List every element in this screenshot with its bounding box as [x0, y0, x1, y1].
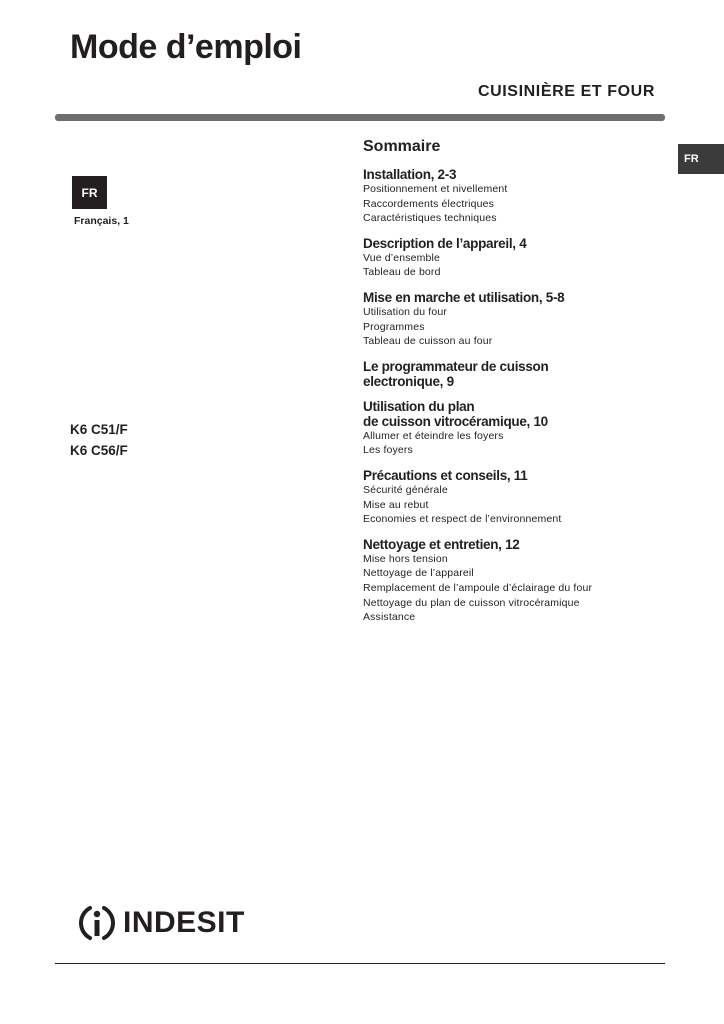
toc-section-title: Installation, 2-3: [363, 167, 457, 182]
toc-item: Caractéristiques techniques: [363, 212, 497, 225]
toc-item: Remplacement de l’ampoule d’éclairage du four: [363, 581, 593, 594]
language-badge: FR: [72, 176, 107, 209]
toc-item: Assistance: [363, 611, 416, 624]
toc-item: Raccordements électriques: [363, 197, 494, 210]
toc-item: Nettoyage du plan de cuisson vitrocéramique: [363, 596, 580, 609]
toc-item: Positionnement et nivellement: [363, 183, 508, 195]
toc-item: Mise hors tension: [363, 552, 448, 565]
language-side-tab: FR: [678, 144, 724, 174]
toc-section: [363, 167, 663, 226]
toc-item: Nettoyage de l’appareil: [363, 567, 474, 580]
toc-section-title: Le programmateur de cuisson electronique, 9: [363, 358, 549, 389]
toc-item: Economies et respect de l’environnement: [363, 513, 562, 526]
toc-item: Allumer et éteindre les foyers: [363, 429, 504, 442]
toc-item: Tableau de bord: [363, 266, 441, 279]
toc-section-title: Nettoyage et entretien, 12: [363, 536, 520, 552]
table-of-contents: [363, 167, 663, 635]
toc-section-title: Mise en marche et utilisation, 5-8: [363, 289, 565, 305]
brand-logo: [77, 900, 245, 946]
toc-section: [363, 236, 663, 280]
toc-section: [363, 290, 663, 349]
toc-item: Les foyers: [363, 444, 413, 457]
toc-section: [363, 468, 663, 527]
toc-section-title: Précautions et conseils, 11: [363, 467, 528, 483]
toc-section: [363, 359, 663, 389]
language-entry: Français, 1: [74, 215, 129, 227]
model-number: K6 C51/F: [70, 422, 128, 437]
toc-item: Sécurité générale: [363, 483, 448, 496]
toc-section-title: Utilisation du plan de cuisson vitrocéramique, 10: [363, 398, 548, 429]
model-number: K6 C56/F: [70, 443, 128, 458]
toc-item: Utilisation du four: [363, 305, 447, 318]
product-subtitle: CUISINIÈRE ET FOUR: [477, 83, 655, 100]
toc-section-title: Description de l’appareil, 4: [363, 235, 527, 251]
toc-item: Programmes: [363, 320, 425, 333]
page-title: Mode d’emploi: [70, 28, 302, 66]
indesit-i-logo-icon: [77, 903, 117, 943]
toc-item: Mise au rebut: [363, 498, 429, 511]
top-divider: [55, 114, 665, 121]
toc-section: [363, 399, 663, 458]
toc-section: [363, 537, 663, 625]
toc-heading: Sommaire: [363, 138, 441, 155]
model-list: [70, 419, 128, 461]
brand-name: INDESIT: [123, 906, 245, 939]
toc-item: Tableau de cuisson au four: [363, 335, 493, 348]
bottom-divider: [55, 963, 665, 964]
toc-item: Vue d’ensemble: [363, 251, 441, 264]
